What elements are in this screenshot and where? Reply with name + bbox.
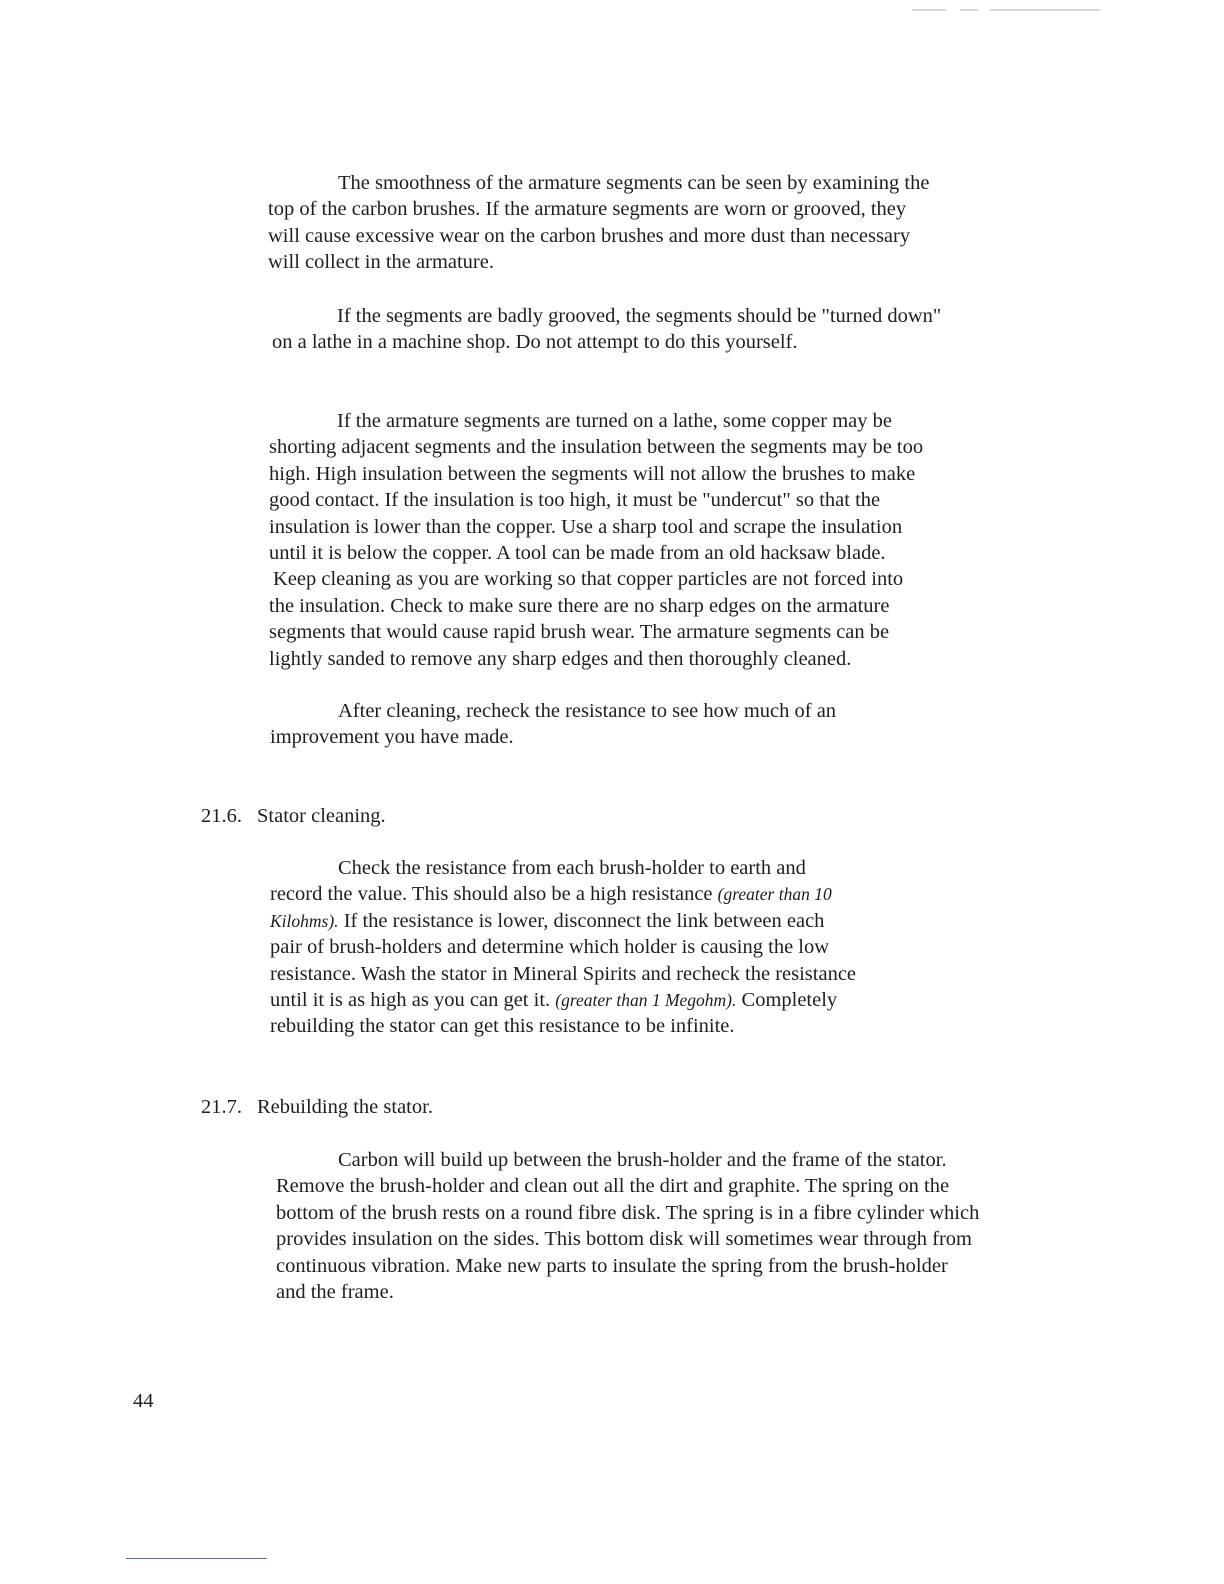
text-line: will collect in the armature.: [268, 251, 494, 274]
text-line: pair of brush-holders and determine which holder is causing the low: [270, 936, 830, 959]
text-line: will cause excessive wear on the carbon brushes and more dust than necessary: [268, 224, 911, 247]
text-run: until it is as high as you can get it.: [270, 989, 556, 1012]
text-line: Remove the brush-holder and clean out all the dirt and graphite. The spring on the: [276, 1175, 950, 1198]
text-line: [270, 908, 856, 934]
paragraph-undercut-insulation: [269, 408, 923, 672]
text-line: The smoothness of the armature segments can be seen by examining the: [338, 172, 930, 194]
section-number: 21.7.: [201, 1096, 242, 1118]
page-number: 44: [133, 1390, 154, 1412]
text-line: high. High insulation between the segments will not allow the brushes to make: [269, 462, 916, 485]
section-number: 21.6.: [201, 805, 242, 827]
section-heading-stator-cleaning: [201, 803, 386, 829]
text-line: Keep cleaning as you are working so that copper particles are not forced into: [273, 568, 904, 591]
text-line: until it is below the copper. A tool can be made from an old hacksaw blade.: [269, 542, 886, 565]
italic-note: (greater than 1 Megohm).: [555, 990, 737, 1011]
text-line: rebuilding the stator can get this resistance to be infinite.: [270, 1015, 735, 1038]
text-line: If the segments are badly grooved, the segments should be "turned down": [337, 305, 942, 327]
text-line: shorting adjacent segments and the insulation between the segments may be too: [269, 436, 924, 459]
text-line: resistance. Wash the stator in Mineral Spirits and recheck the resistance: [270, 962, 857, 985]
section-title: Rebuilding the stator.: [257, 1096, 433, 1118]
text-run: record the value. This should also be a high resistance: [270, 883, 718, 906]
text-line: [270, 987, 856, 1013]
text-line: provides insulation on the sides. This bottom disk will sometimes wear through from: [276, 1228, 972, 1251]
paragraph-recheck-resistance: [270, 698, 836, 751]
scan-artifact-mark-3: [990, 9, 1100, 11]
text-line: segments that would cause rapid brush wear. The armature segments can be: [269, 621, 890, 644]
italic-note: Kilohms).: [270, 910, 339, 931]
paragraph-armature-smoothness: [268, 170, 929, 276]
text-line: insulation is lower than the copper. Use a sharp tool and scrape the insulation: [269, 515, 903, 538]
text-line: good contact. If the insulation is too high, it must be "undercut" so that the: [269, 489, 881, 512]
text-line: continuous vibration. Make new parts to insulate the spring from the brush-holder: [276, 1254, 948, 1277]
paragraph-badly-grooved: [272, 303, 941, 356]
text-line: lightly sanded to remove any sharp edges and then thoroughly cleaned.: [269, 647, 852, 670]
paragraph-stator-cleaning: [270, 855, 856, 1040]
section-title: Stator cleaning.: [257, 805, 386, 827]
text-line: improvement you have made.: [270, 726, 514, 749]
text-run: Completely: [736, 989, 838, 1012]
text-line: After cleaning, recheck the resistance to see how much of an: [338, 700, 837, 722]
text-line: on a lathe in a machine shop. Do not attempt to do this yourself.: [272, 331, 798, 354]
italic-note: (greater than 10: [717, 884, 832, 905]
text-line: top of the carbon brushes. If the armature segments are worn or grooved, they: [268, 198, 907, 221]
text-line: bottom of the brush rests on a round fibre disk. The spring is in a fibre cylinder which: [276, 1201, 980, 1224]
paragraph-rebuilding-stator: [276, 1147, 979, 1305]
text-line: and the frame.: [276, 1281, 394, 1304]
scan-artifact-mark-1: [912, 9, 946, 11]
text-line: the insulation. Check to make sure there are no sharp edges on the armature: [269, 594, 890, 617]
footnote-divider: [126, 1558, 267, 1559]
text-run: If the resistance is lower, disconnect the link between each: [338, 909, 825, 932]
text-line: If the armature segments are turned on a lathe, some copper may be: [337, 410, 892, 432]
text-line: [270, 881, 856, 907]
scan-artifact-mark-2: [960, 9, 978, 11]
text-line: Carbon will build up between the brush-holder and the frame of the stator.: [338, 1149, 947, 1171]
text-line: Check the resistance from each brush-holder to earth and: [338, 857, 806, 879]
section-heading-rebuilding-stator: [201, 1094, 433, 1120]
